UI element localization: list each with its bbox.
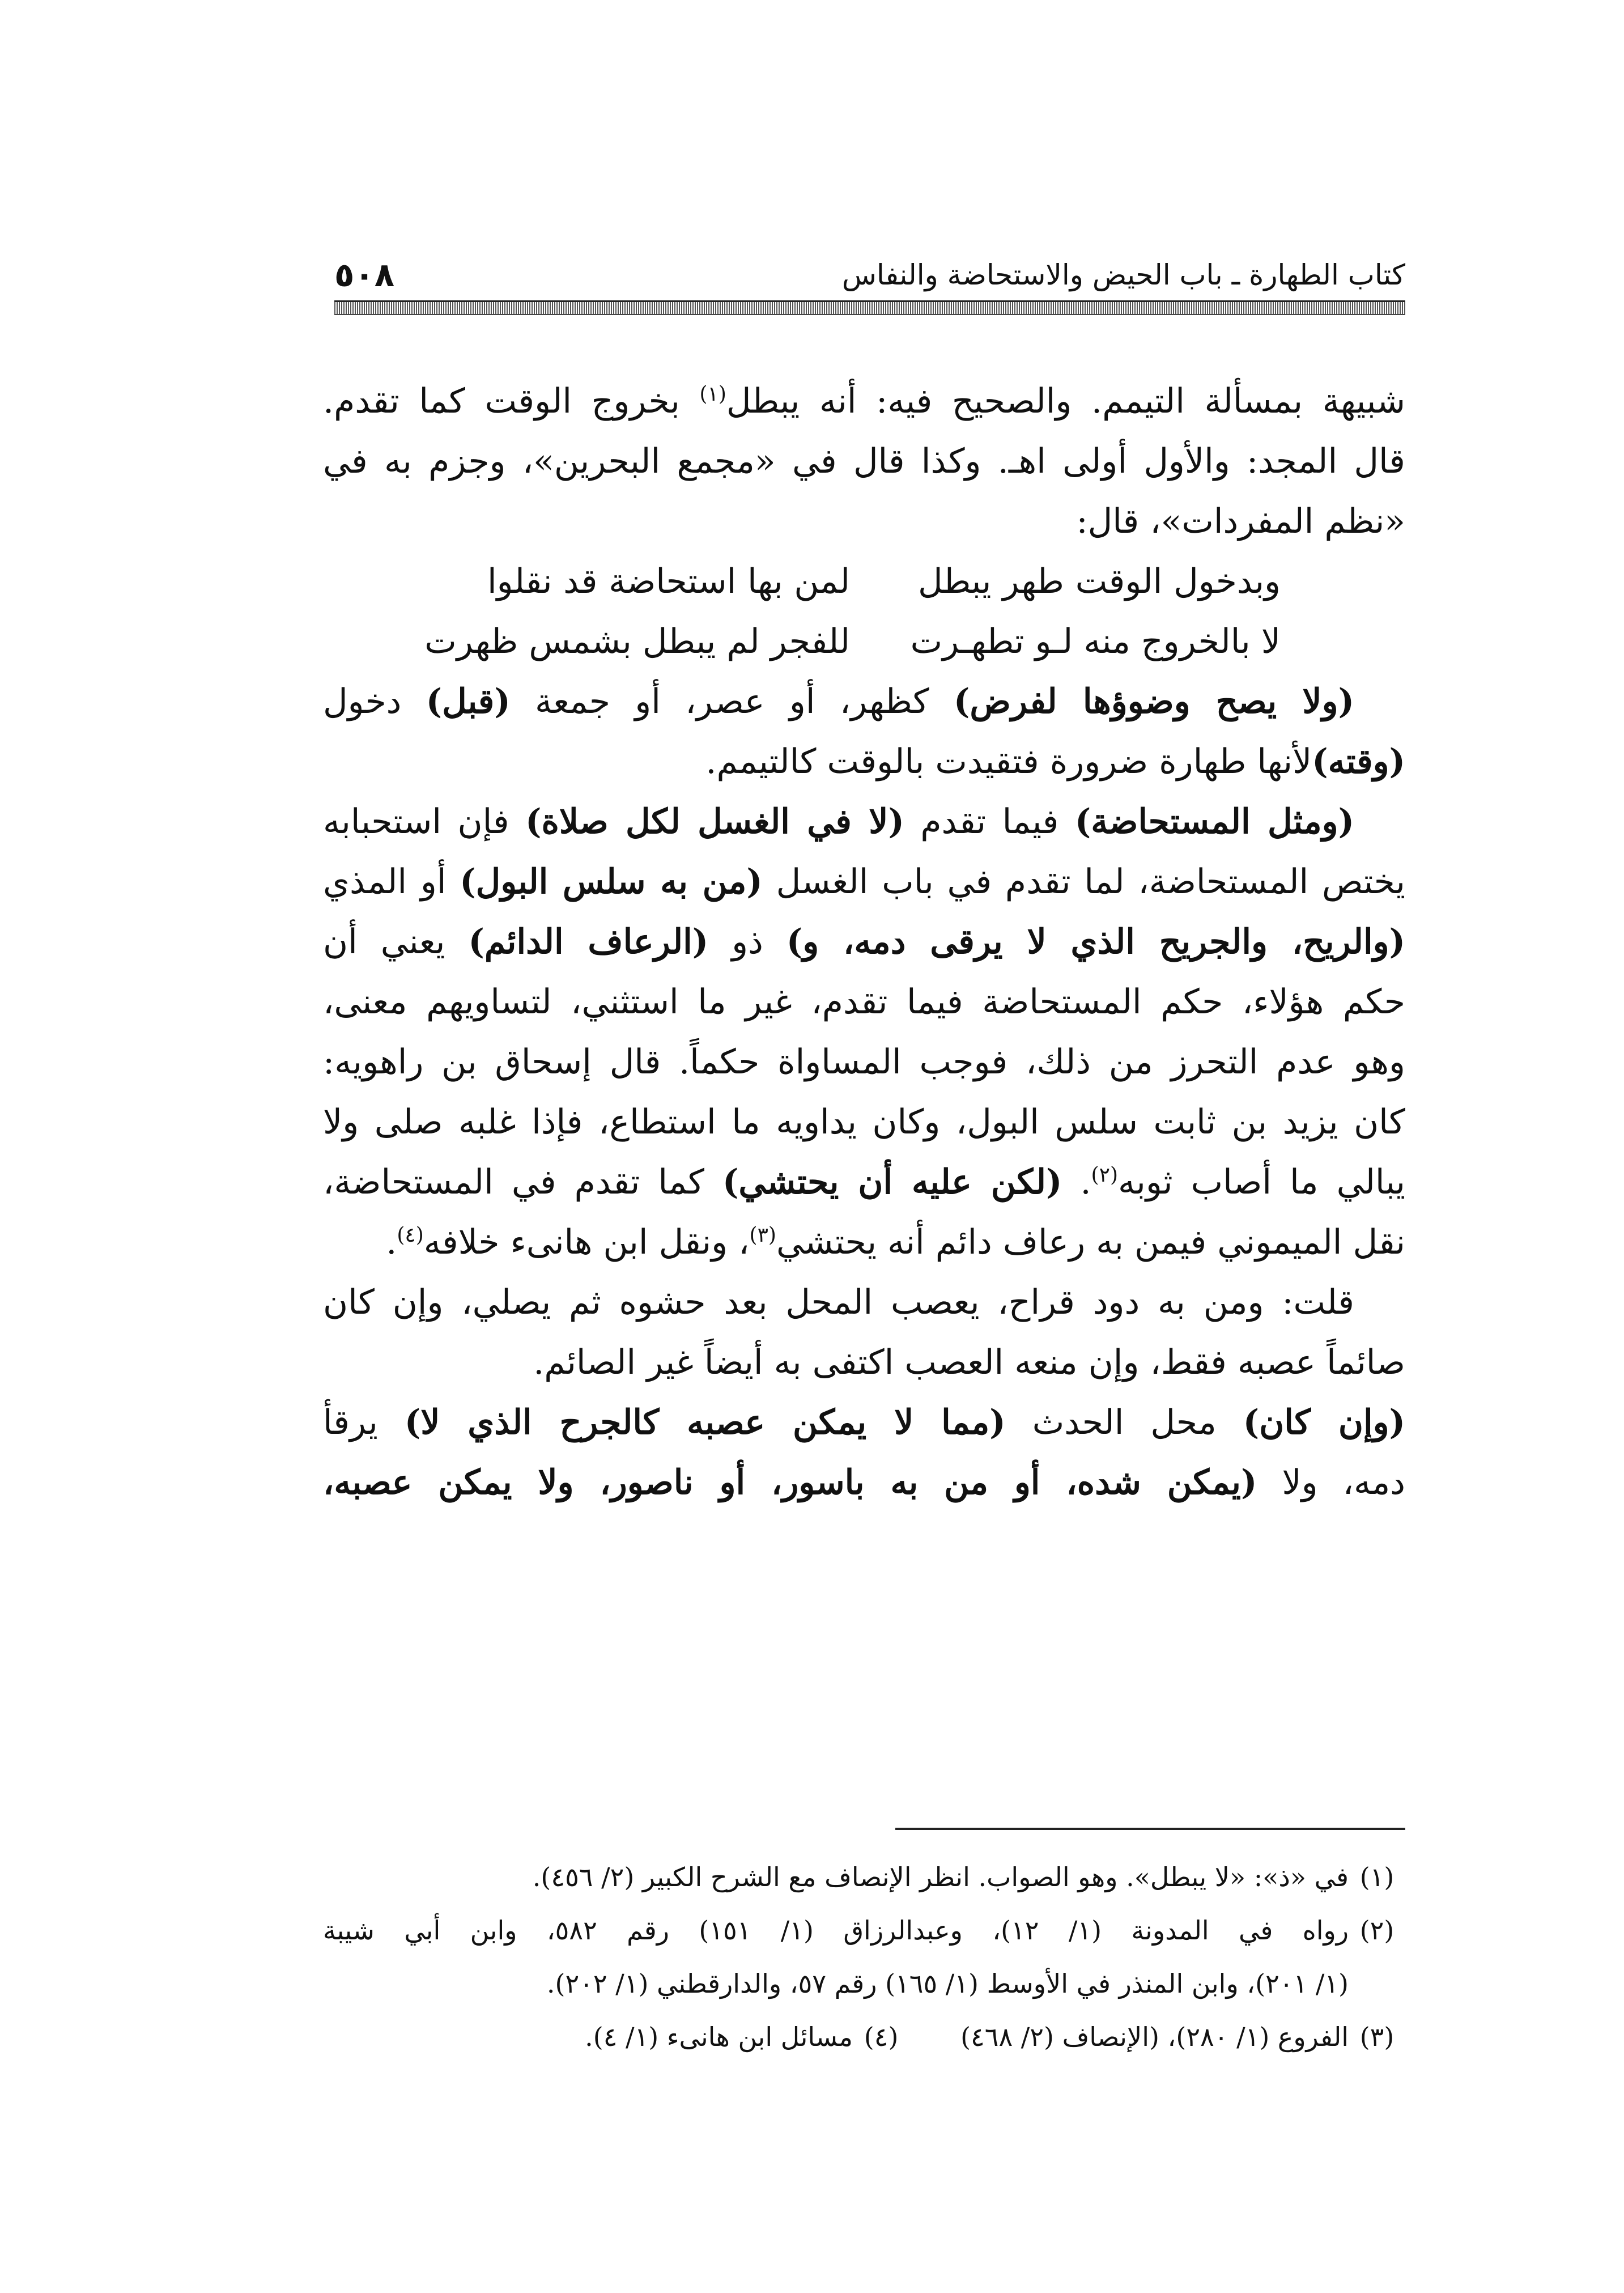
verse-1-first-half: وبدخول الوقت طهر يبطل [918,562,1281,601]
text-line-14: يبالي ما أصاب ثوبه$^{(٢)}$. (لكن عليه أن يحتشي) كما تقدم في المستحاضة، [323,1162,1405,1202]
page-number: ٥٠٨ [334,256,395,294]
text-line-2: قال المجد: والأول أولى اهـ. وكذا قال في «مجمع البحرين»، وجزم به في [323,441,1405,481]
poem-verse-2 [323,612,1405,672]
footnote-ref-4: (٤) [397,1224,424,1247]
footnote-divider [895,1828,1405,1830]
text-line-16: قلت: ومن به دود قراح، يعصب المحل بعد حشوه ثم يصلي، وإن كان [323,1283,1354,1322]
footnote-1-text: في «ذ»: «لا يبطل». وهو الصواب. انظر الإنصاف مع الشرح الكبير (٢/ ٤٥٦). [532,1862,1349,1892]
poem-verse-1 [323,551,1405,612]
text-line-13: كان يزيد بن ثابت سلس البول، وكان يداويه ما استطاع، فإذا غلبه صلى ولا [323,1102,1405,1142]
text-line-18: (وإن كان) محل الحدث (مما لا يمكن عصبه كالجرح الذي لا) يرقأ [323,1403,1405,1442]
footnote-1 [323,1850,1405,1904]
text-line-19: دمه، ولا (يمكن شده، أو من به باسور، أو ناصور، ولا يمكن عصبه، [323,1463,1405,1502]
text-line-9: يختص المستحاضة، لما تقدم في باب الغسل (من به سلس البول) أو المذي [323,862,1405,902]
footnote-3-number: (٣) [1359,2022,1395,2052]
chapter-title: كتاب الطهارة ـ باب الحيض والاستحاضة والنفاس [841,258,1405,291]
text-line-7: (وقته)لأنها طهارة ضرورة فتقيدت بالوقت كالتيمم. [705,742,1405,782]
footnote-2-text-line-1: رواه في المدونة (١/ ١٢)، وعبدالرزاق (١/ ١٥١) رقم ٥٨٢، وابن أبي شيبة [323,1915,1349,1946]
footnote-ref-2: (٢) [1091,1164,1118,1187]
text-line-15: نقل الميموني فيمن به رعاف دائم أنه يحتشي$^{(٣)}$، ونقل ابن هانىء خلافه$^{(٤)}$. [386,1222,1405,1262]
verse-2-first-half: لا بالخروج منه لـو تطهـرت [910,622,1281,661]
text-line-17: صائماً عصبه فقط، وإن منعه العصب اكتفى به أيضاً غير الصائم. [533,1343,1405,1382]
header-divider [334,300,1405,315]
text-line-6: (ولا يصح وضوؤها لفرض) كظهر، أو عصر، أو جمعة (قبل) دخول [323,682,1354,721]
footnote-2-text-line-2: (١/ ٢٠١)، وابن المنذر في الأوسط (١/ ١٦٥) رقم ٥٧، والدارقطني (١/ ٢٠٢). [546,1968,1349,1999]
text-line-8: (ومثل المستحاضة) فيما تقدم (لا في الغسل لكل صلاة) فإن استحبابه [323,802,1354,842]
verse-1-second-half: لمن بها استحاضة قد نقلوا [487,562,850,601]
running-header [334,249,1405,295]
text-line-1: شبيهة بمسألة التيمم. والصحيح فيه: أنه يبطل$^{(١)}$ بخروج الوقت كما تقدم. [323,381,1405,421]
footnote-ref-3: (٣) [749,1224,776,1247]
footnote-4-text: مسائل ابن هانىء (١/ ٤). [585,2022,853,2052]
footnote-4-number: (٤) [864,2022,899,2052]
footnotes-3-4 [323,2010,1405,2063]
text-line-11: حكم هؤلاء، حكم المستحاضة فيما تقدم، غير ما استثني، لتساويهم معنى، [323,982,1405,1022]
text-line-3: «نظم المفردات»، قال: [1076,502,1405,541]
footnote-3-text: الفروع (١/ ٢٨٠)، (الإنصاف (٢/ ٤٦٨) [960,2022,1349,2052]
footnote-1-number: (١) [1359,1862,1395,1892]
footnote-ref-1: (١) [699,383,726,406]
main-text [323,371,1405,1513]
verse-2-second-half: للفجر لم يبطل بشمس ظهرت [424,622,850,661]
footnote-2-number: (٢) [1359,1915,1395,1946]
footnote-2-continued [323,1957,1405,2010]
footnote-2 [323,1904,1405,1957]
text-line-10: (والريح، والجريح الذي لا يرقى دمه، و) ذو (الرعاف الدائم) يعني أن [323,922,1405,962]
text-line-12: وهو عدم التحرز من ذلك، فوجب المساواة حكماً. قال إسحاق بن راهويه: [323,1042,1405,1082]
footnotes-section [323,1850,1405,2063]
